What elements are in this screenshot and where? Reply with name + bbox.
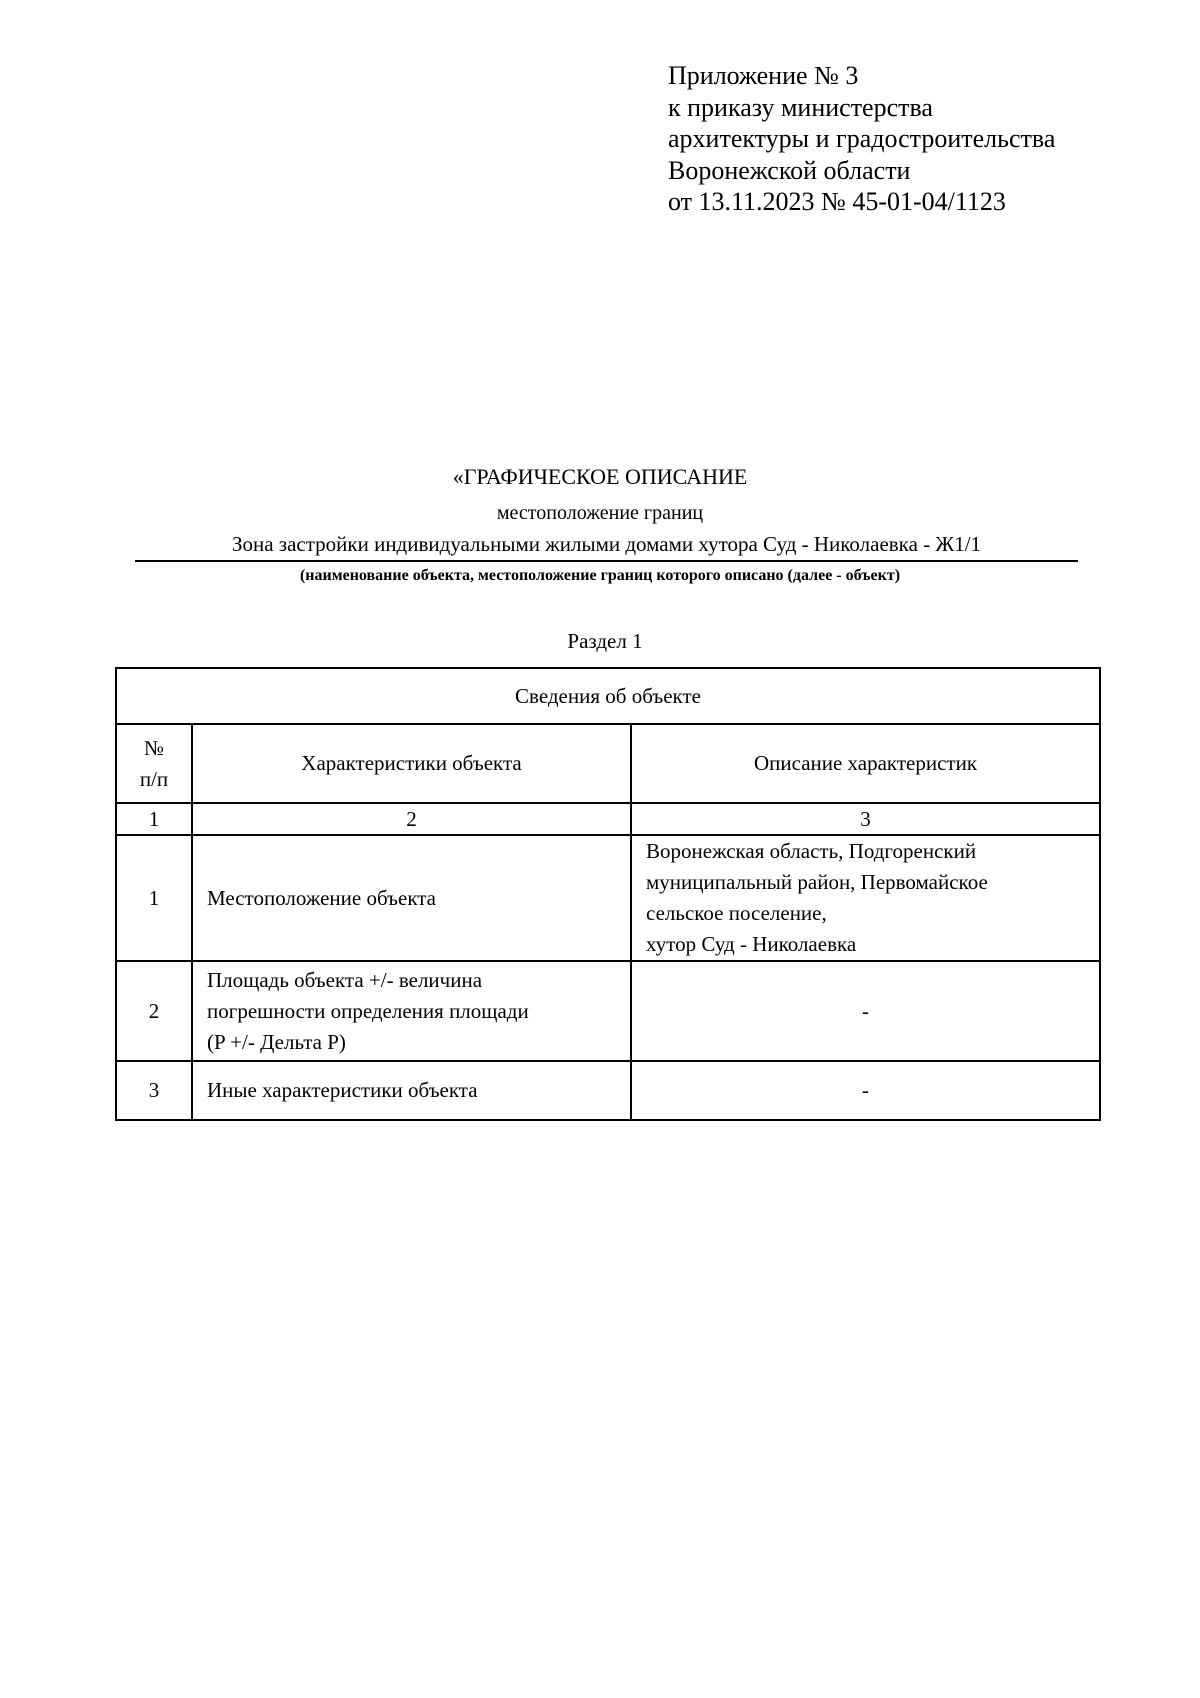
header-characteristic: Характеристики объекта [192,724,631,803]
row-description [631,1061,1100,1120]
table-row [116,1061,1100,1120]
appendix-line-3: архитектуры и градостроительства [668,124,1056,153]
row-description-line: хутор Суд - Николаевка [646,932,857,956]
object-name-hint: (наименование объекта, местоположение границ которого описано (далее - объект) [299,567,901,584]
table-row [116,961,1100,1061]
header-num [116,724,192,803]
row-description-line: - [862,998,869,1023]
row-description-line: - [862,1078,869,1102]
row-characteristic-line: (P +/- Дельта P) [207,1029,346,1054]
column-number: 2 [192,803,631,835]
row-characteristic [192,961,631,1061]
appendix-line-5: от 13.11.2023 № 45-01-04/1123 [668,187,1006,216]
document-title: «ГРАФИЧЕСКОЕ ОПИСАНИЕ [452,464,748,489]
appendix-line-1: Приложение № 3 [668,61,859,90]
row-number: 3 [116,1061,192,1120]
column-number-row [116,803,1100,835]
row-characteristic-line: Иные характеристики объекта [207,1078,478,1102]
row-characteristic [192,1061,631,1120]
row-description-line: муниципальный район, Первомайское [646,870,988,894]
row-number: 1 [116,835,192,961]
table-header-row [116,724,1100,803]
table-row [116,835,1100,961]
row-number: 2 [116,961,192,1061]
row-characteristic-line: погрешности определения площади [207,998,529,1023]
row-description-line: Воронежская область, Подгоренский [646,839,977,863]
row-characteristic-line: Местоположение объекта [207,885,437,910]
object-name: Зона застройки индивидуальными жилыми домами хутора Суд - Николаевка - Ж1/1 [135,530,1078,562]
appendix-line-2: к приказу министерства [668,92,933,122]
row-description [631,835,1100,961]
document-subtitle: местоположение границ [496,502,704,524]
appendix-block [668,60,1168,218]
table-caption: Сведения об объекте [116,668,1100,724]
object-info-table [115,667,1101,1121]
column-number: 1 [116,803,192,835]
table-caption-row [116,668,1100,724]
row-characteristic-line: Площадь объекта +/- величина [207,967,483,992]
column-number: 3 [631,803,1100,835]
header-num-line-2: п/п [139,766,169,791]
row-characteristic [192,835,631,961]
header-num-line-1: № [143,735,165,760]
appendix-line-4: Воронежской области [668,155,911,185]
section-label: Раздел 1 [567,629,643,653]
row-description-line: сельское поселение, [646,901,827,925]
header-description: Описание характеристик [631,724,1100,803]
row-description [631,961,1100,1061]
